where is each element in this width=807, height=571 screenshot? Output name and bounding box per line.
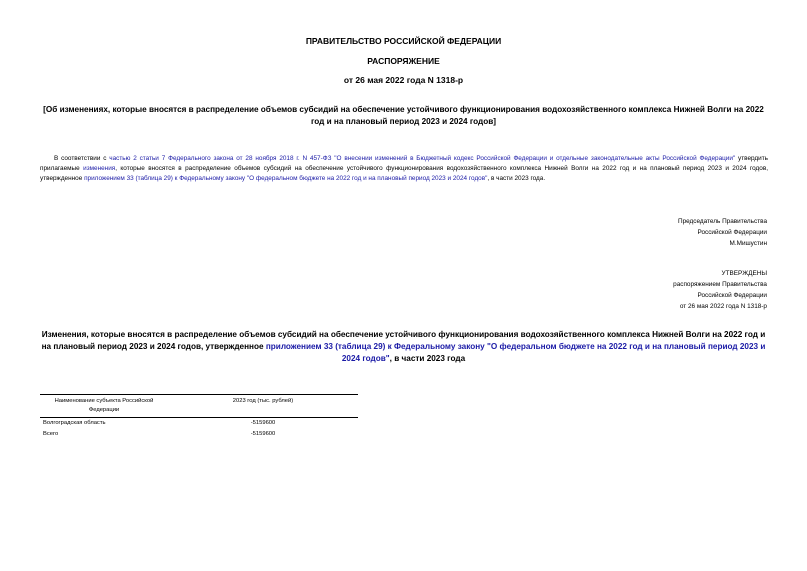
law-457-fz-link[interactable]: частью 2 статьи 7 Федерального закона от 28 ноября 2018 г. N 457-ФЗ "О внесении изменений в Бюджетный кодекс Российской Федерации и отдельные законодательные акты Российской Федерации" <box>109 155 736 162</box>
signature-name: М.Мишустин <box>729 240 767 247</box>
subsidy-table <box>40 394 358 440</box>
approval-date: от 26 мая 2022 года N 1318-р <box>679 303 767 310</box>
changes-heading-link[interactable]: приложением 33 (таблица 29) к Федеральному закону "О федеральном бюджете на 2022 год и на плановый период 2023 и 2024 годов" <box>265 342 766 363</box>
signature-position: Председатель Правительства <box>678 218 767 225</box>
signature-block <box>467 216 767 249</box>
approval-line-2: распоряжением Правительства <box>673 281 767 288</box>
table-cell-amount: -5159600 <box>250 431 276 437</box>
signature-country: Российской Федерации <box>697 229 767 236</box>
body-text-3: , которые вносятся в распределение объемов субсидий на обеспечение устойчивого функционирования водохозяйственного комплекса Нижней Волги на 2022 год и на плановый период 2023 и 2024 годов, утвержденное <box>40 165 768 182</box>
body-paragraph <box>40 154 768 184</box>
table-row <box>40 418 358 430</box>
org-name: ПРАВИТЕЛЬСТВО РОССИЙСКОЙ ФЕДЕРАЦИИ <box>305 36 502 46</box>
body-text-4: , в части 2023 года. <box>487 175 546 182</box>
body-text-2: утвердить прилагаемые <box>40 155 768 172</box>
approval-line-3: Российской Федерации <box>697 292 767 299</box>
column-header-2023: 2023 год (тыс. рублей) <box>168 395 358 418</box>
table-cell-subject: Всего <box>43 431 59 437</box>
appendix-33-link[interactable]: приложением 33 (таблица 29) к Федеральному закону "О федеральном бюджете на 2022 год и на плановый период 2023 и 2024 годов" <box>84 175 488 182</box>
document-title: [Об изменениях, которые вносятся в распределение объемов субсидий на обеспечение устойчивого функционирования водохозяйственного комплекса Нижней Волги на 2022 год и на плановый период 2023 и 2024 годов] <box>43 105 764 126</box>
table-header-row <box>40 395 358 418</box>
changes-heading-text-1: Изменения, которые вносятся в распределение объемов субсидий на обеспечение устойчивого функционирования водохозяйственного комплекса Нижней Волги на 2022 год и на плановый период 2023 и 2024 годов, утвержденное <box>41 330 766 351</box>
approval-title: УТВЕРЖДЕНЫ <box>721 270 767 277</box>
table-cell-subject: Волгоградская область <box>43 420 106 426</box>
changes-link[interactable]: изменения <box>83 165 116 172</box>
doc-date-number: от 26 мая 2022 года N 1318-р <box>343 75 464 85</box>
doc-type: РАСПОРЯЖЕНИЕ <box>367 56 440 66</box>
column-header-subject: Наименование субъекта Российской Федерации <box>40 395 168 418</box>
table-cell-amount: -5159600 <box>250 420 276 426</box>
changes-heading-text-2: , в части 2023 года <box>389 354 466 363</box>
changes-heading <box>36 329 771 365</box>
body-text-1: В соответствии с <box>54 155 110 162</box>
approval-block <box>467 268 767 312</box>
table-row <box>40 429 358 440</box>
